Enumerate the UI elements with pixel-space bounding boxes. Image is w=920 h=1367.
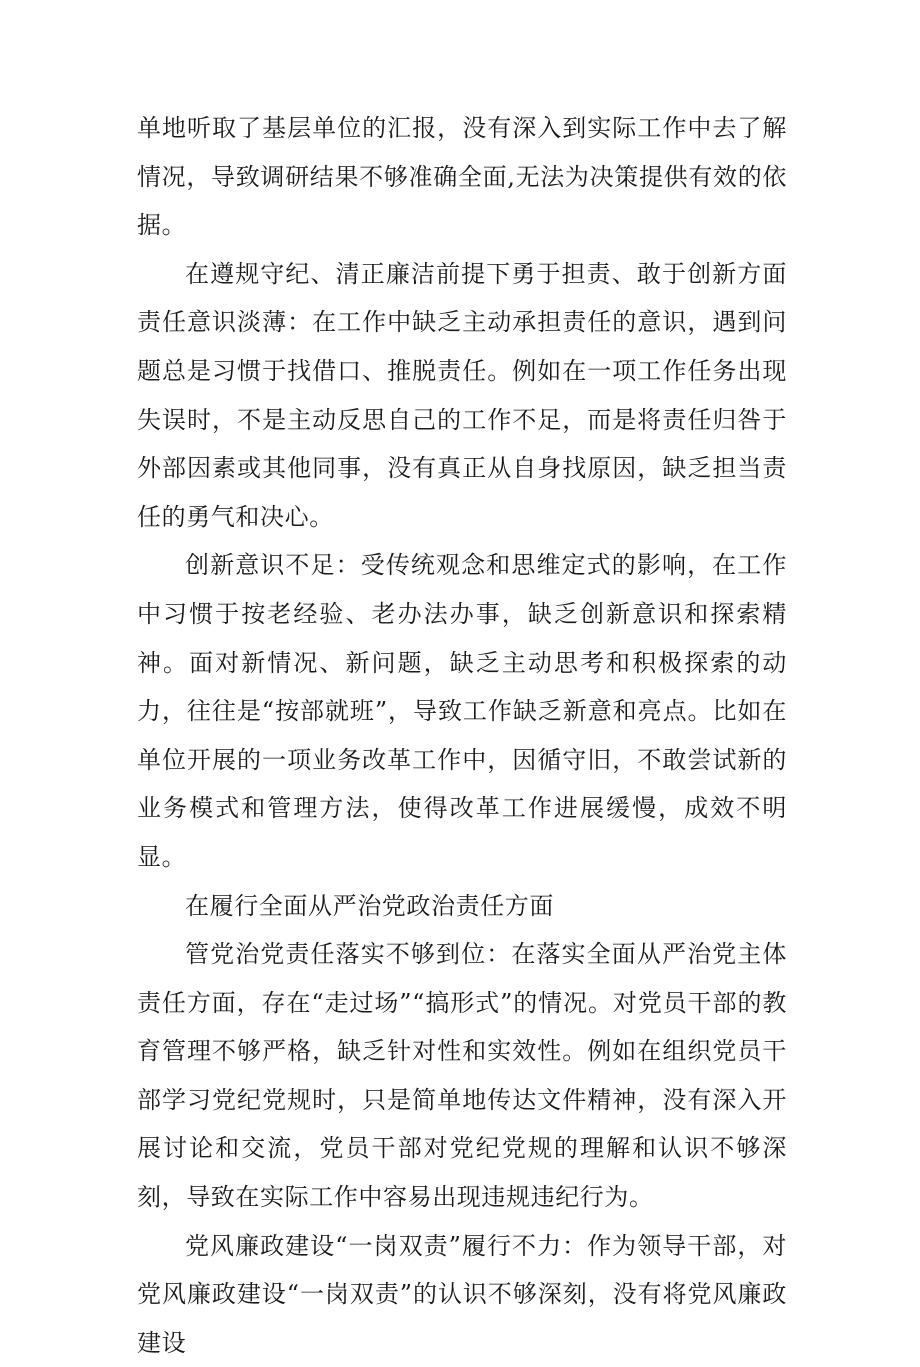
paragraph-5: 党风廉政建设“一岗双责”履行不力：作为领导干部，对党风廉政建设“一岗双责”的认识不够深刻，没有将党风廉政建设	[137, 1231, 787, 1357]
document-body	[137, 104, 787, 1367]
paragraph-2: 在遵规守纪、清正廉洁前提下勇于担责、敢于创新方面责任意识淡薄：在工作中缺乏主动承担责任的意识，遇到问题总是习惯于找借口、推脱责任。例如在一项工作任务出现失误时，不是主动反思自己的工作不足，而是将责任归咎于外部因素或其他同事，没有真正从自身找原因，缺乏担当责任的勇气和决心。	[137, 259, 787, 531]
paragraph-1: 单地听取了基层单位的汇报，没有深入到实际工作中去了解情况，导致调研结果不够准确全面,无法为决策提供有效的依据。	[137, 114, 787, 240]
paragraph-3: 创新意识不足：受传统观念和思维定式的影响，在工作中习惯于按老经验、老办法办事，缺乏创新意识和探索精神。面对新情况、新问题，缺乏主动思考和积极探索的动力，往往是“按部就班”，导致工作缺乏新意和亮点。比如在单位开展的一项业务改革工作中，因循守旧，不敢尝试新的业务模式和管理方法，使得改革工作进展缓慢，成效不明显。	[137, 551, 787, 871]
paragraph-4: 管党治党责任落实不够到位：在落实全面从严治党主体责任方面，存在“走过场”“搞形式”的情况。对党员干部的教育管理不够严格，缺乏针对性和实效性。例如在组织党员干部学习党纪党规时，只是简单地传达文件精神，没有深入开展讨论和交流，党员干部对党纪党规的理解和认识不够深刻，导致在实际工作中容易出现违规违纪行为。	[137, 940, 787, 1212]
section-heading: 在履行全面从严治党政治责任方面	[185, 891, 554, 920]
